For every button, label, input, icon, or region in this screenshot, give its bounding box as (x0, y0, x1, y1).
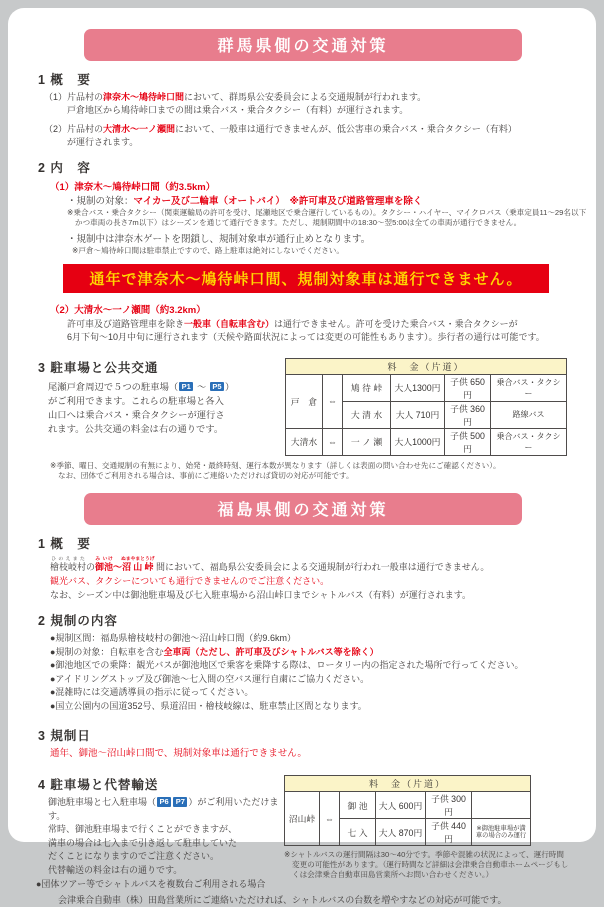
gunma-overview-item-2 (44, 123, 570, 149)
fare-cell-note (472, 792, 531, 819)
arrow-icon: ⇔ (323, 374, 343, 428)
gunma-footnotes (36, 461, 570, 481)
fukushima-days-warning: 通年、御池〜沼山峠口間で、規制対象車は通行できません。 (50, 748, 307, 760)
fare-cell-adult: 大人1000円 (391, 428, 445, 455)
item-text: が運行されます。 (67, 137, 139, 147)
para-text: は通行できません。許可を受けた乗合バス・乗合タクシーが (274, 318, 518, 329)
para-text: 許可車及び道路管理車を除き (67, 318, 185, 329)
ruby-base: 檜枝岐村 (50, 562, 87, 573)
closure-banner-text: 通年で津奈木〜鳩待峠口間、規制対象車は通行できません。 (89, 270, 523, 288)
parking-text: 〜 (196, 381, 207, 392)
arrow-icon: ⇔ (320, 792, 340, 846)
fukushima-fare-table-column (284, 775, 570, 881)
gunma-parking-text-column (36, 358, 281, 436)
fare-cell-adult: 大人 870円 (376, 819, 426, 846)
fare-cell-to: 御 池 (340, 792, 376, 819)
fukushima-overview-warning: 観光バス、タクシーについても通行できませんのでご注意ください。 (50, 576, 330, 587)
fare-cell-child: 子供 650円 (445, 374, 491, 401)
gunma-reg1-gate: ・規制中は津奈木ゲートを閉鎖し、規制対象車が通行止めとなります。 (67, 234, 371, 246)
bullet-text: ●規制の対象：自転車を含む (50, 646, 164, 657)
ruby-furigana: ひのえまた (50, 557, 86, 563)
fare-cell-child: 子供 300円 (426, 792, 472, 819)
fukushima-overview-heading: 1 概 要 (38, 537, 91, 552)
gunma-section-title: 群馬県側の交通対策 (217, 38, 389, 55)
fare-cell-service: 路線バス (491, 401, 567, 428)
parking-text: 山口へは乗合バス・乗合タクシーが運行さ (48, 409, 225, 420)
fare-cell-from: 大清水 (286, 428, 323, 455)
gunma-fare-table (285, 358, 567, 456)
fukushima-reg-bullet-4: ●アイドリングストップ及び御池〜七入間の空バス運行自粛にご協力ください。 (50, 673, 370, 684)
item-number: （1） (44, 92, 68, 102)
para-text: 6月下旬〜10月中旬に運行されます（天候や路面状況によっては変更の可能性もあります）。歩行者の通行は可能です。 (67, 331, 545, 342)
gunma-closure-banner (63, 264, 549, 293)
parking-badge-p7: P7 (173, 797, 187, 807)
fare-cell-child: 子供 500円 (445, 428, 491, 455)
tilde: 〜 (113, 562, 123, 573)
gunma-contents-heading: 2 内 容 (38, 161, 91, 175)
fare-cell-adult: 大人1300円 (391, 374, 445, 401)
gunma-section-header (84, 29, 522, 61)
flyer-card (8, 8, 596, 905)
parking-text: 御池駐車場と七入駐車場（ (48, 797, 157, 808)
item-number: （2） (44, 124, 68, 134)
fare-table-title: 料 金（片道） (286, 358, 567, 374)
ruby-furigana: ぬまやまとうげ (120, 557, 155, 563)
gunma-reg2-title: （2）大清水〜一ノ瀬間（約3.2km） (50, 304, 206, 316)
ruby-base: 御池 (95, 562, 114, 573)
fare-cell-child: 子供 440円 (426, 819, 472, 846)
line-text: 間において、福島県公安委員会による交通規制が行われ一般車は通行できません。 (153, 562, 490, 573)
item-text: において、群馬県公安委員会による交通規制が行われます。 (184, 92, 427, 102)
gunma-parking-section (36, 358, 570, 456)
fukushima-parking-section (36, 775, 570, 892)
fukushima-parking-bullet: ●団体ツアー等でシャトルバスを複数台ご利用される場合 (36, 879, 266, 890)
fare-cell-service: 乗合バス・タクシー (491, 428, 567, 455)
line-text: の (86, 562, 96, 573)
gunma-footnote-1: ※季節、曜日、交通規制の有無により、始発・最終時刻、運行本数が異なります（詳しくは表面の問い合わせ先にご確認ください）。 (50, 460, 501, 470)
gunma-footnote-2: なお、団体でご利用される場合は、事前にご連絡いただければ貸切の対応が可能です。 (58, 470, 354, 480)
item-text: 片品村の (67, 124, 104, 134)
fukushima-shuttle-note: ※シャトルバスの運行間隔は30〜40分です。季節や混雑の状況によって、運行時間変更の可能性があります。（運行時間など詳細は会津乗合自動車ホームページもしくは会津乗合自動車田島営業所へお問い合わせください。） (284, 850, 569, 880)
gunma-reg1-note: ※乗合バス・乗合タクシー（関東運輸局の許可を受け、尾瀬地区で乗合運行しているもの）。タクシー・ハイヤー、マイクロバス（乗車定員11〜29名以下かつ車両の長さ7m以下）はシーズンを通じて通行できます。ただし、規制期間中の18:30〜翌5:00は全ての車両が通行できません。 (67, 208, 587, 228)
item-text: 片品村の (67, 92, 104, 102)
ruby-miike (95, 557, 114, 573)
fare-cell-service: 乗合バス・タクシー (491, 374, 567, 401)
item-text: において、一般車は通行できませんが、低公害車の乗合バス・乗合タクシー（有料） (175, 124, 517, 134)
fare-cell-to: 大 清 水 (343, 401, 391, 428)
fukushima-parking-text-column (36, 775, 284, 892)
fare-cell-from: 沼山峠 (285, 792, 320, 846)
fukushima-parking-line-1 (48, 796, 284, 823)
gunma-reg2-paragraph (67, 318, 570, 344)
fukushima-regulation-heading: 2 規制の内容 (38, 614, 118, 629)
fukushima-days-heading: 3 規制日 (38, 729, 91, 744)
gunma-overview-heading: 1 概 要 (38, 73, 91, 87)
parking-text: ） (225, 381, 235, 392)
fukushima-overview-line1 (50, 557, 570, 574)
parking-text: れます。公共交通の料金は右の通りです。 (48, 423, 224, 434)
item-highlight: 津奈木〜鳩待峠口間 (103, 92, 185, 102)
gunma-reg1-target (67, 195, 570, 208)
para-highlight: 一般車（自転車含む） (184, 318, 275, 329)
fare-cell-from: 戸 倉 (286, 374, 323, 428)
fukushima-reg-bullet-2 (50, 646, 570, 660)
ruby-hinoemata (50, 557, 87, 573)
fukushima-parking-line-3: 満車の場合は七入まで引き返して駐車していた (48, 837, 238, 848)
parking-badge-p1: P1 (179, 382, 193, 392)
gunma-reg1-title: （1）津奈木〜鳩待峠口間（約3.5km） (50, 182, 216, 193)
fukushima-section-header (84, 493, 522, 525)
fukushima-parking-line-4: だくことになりますのでご注意ください。 (48, 851, 220, 862)
target-label: ・規制の対象： (67, 196, 134, 207)
fare-cell-to: 七 入 (340, 819, 376, 846)
fukushima-parking-line-2: 常時、御池駐車場まで行くことができますが、 (48, 824, 238, 835)
fare-cell-adult: 大人 710円 (391, 401, 445, 428)
item-highlight: 大清水〜一ノ瀬間 (103, 124, 176, 134)
fukushima-fare-table (284, 775, 531, 846)
fukushima-contact-line: 会津乗合自動車（株）田島営業所にご連絡いただければ、シャトルバスの台数を増やすなどの対応が可能です。 (58, 894, 507, 905)
bullet-highlight: 全車両（ただし、許可車及びシャトルバス等を除く） (163, 646, 379, 657)
fukushima-reg-bullet-6: ●国立公園内の国道352号、県道沼田・檜枝岐線は、駐車禁止区間となります。 (50, 700, 367, 711)
fare-table-title: 料 金（片道） (285, 776, 531, 792)
ruby-base: 沼山峠 (120, 562, 155, 573)
gunma-parking-heading: 3 駐車場と公共交通 (38, 360, 159, 375)
item-text: 戸倉地区から鳩待峠口までの間は乗合バス・乗合タクシー（有料）が運行されます。 (67, 105, 409, 115)
gunma-reg1-note2: ※戸倉〜鳩待峠口間は駐車禁止ですので、路上駐車は絶対にしないでください。 (72, 246, 344, 256)
target-highlight: マイカー及び二輪車（オートバイ） ※許可車及び道路管理車を除く (133, 196, 423, 207)
fukushima-reg-bullet-5: ●混雑時には交通誘導員の指示に従ってください。 (50, 687, 254, 698)
parking-text: 尾瀬戸倉周辺で５つの駐車場（ (48, 381, 179, 392)
fukushima-section-title: 福島県側の交通対策 (217, 502, 389, 520)
parking-badge-p5: P5 (210, 382, 224, 392)
parking-badge-p6: P6 (157, 797, 171, 807)
fukushima-reg-bullet-3: ●御池地区での乗降：観光バスが御池地区で乗客を乗降する際は、ロータリー内の指定された場所で行ってください。 (50, 660, 524, 671)
ruby-numayamatouge (120, 557, 155, 573)
fukushima-overview-line3: なお、シーズン中は御池駐車場及び七入駐車場から沼山峠口までシャトルバス（有料）が運行されます。 (50, 590, 472, 601)
fare-cell-note: ※御池駐車場が満車の場合のみ運行 (472, 819, 531, 846)
arrow-icon: ⇔ (323, 428, 343, 455)
fukushima-reg-bullet-1: ●規制区間：福島県檜枝岐村の御池〜沼山峠口間（約9.6km） (50, 633, 296, 644)
route-highlight (95, 557, 155, 573)
fare-cell-child: 子供 360円 (445, 401, 491, 428)
fare-cell-to: 鳩 待 峠 (343, 374, 391, 401)
gunma-parking-paragraph (48, 380, 281, 436)
fare-cell-to: 一 ノ 瀬 (343, 428, 391, 455)
ruby-furigana: み いけ (95, 557, 114, 563)
parking-text: がご利用できます。これらの駐車場と各入 (48, 395, 224, 406)
fukushima-parking-heading: 4 駐車場と代替輸送 (38, 778, 159, 793)
fukushima-parking-line-5: 代替輸送の料金は右の通りです。 (48, 864, 183, 875)
gunma-overview-item-1 (44, 91, 570, 117)
fare-cell-adult: 大人 600円 (376, 792, 426, 819)
parking-text: ）がご利用いただけます。 (48, 797, 279, 821)
gunma-fare-table-column (285, 358, 567, 456)
